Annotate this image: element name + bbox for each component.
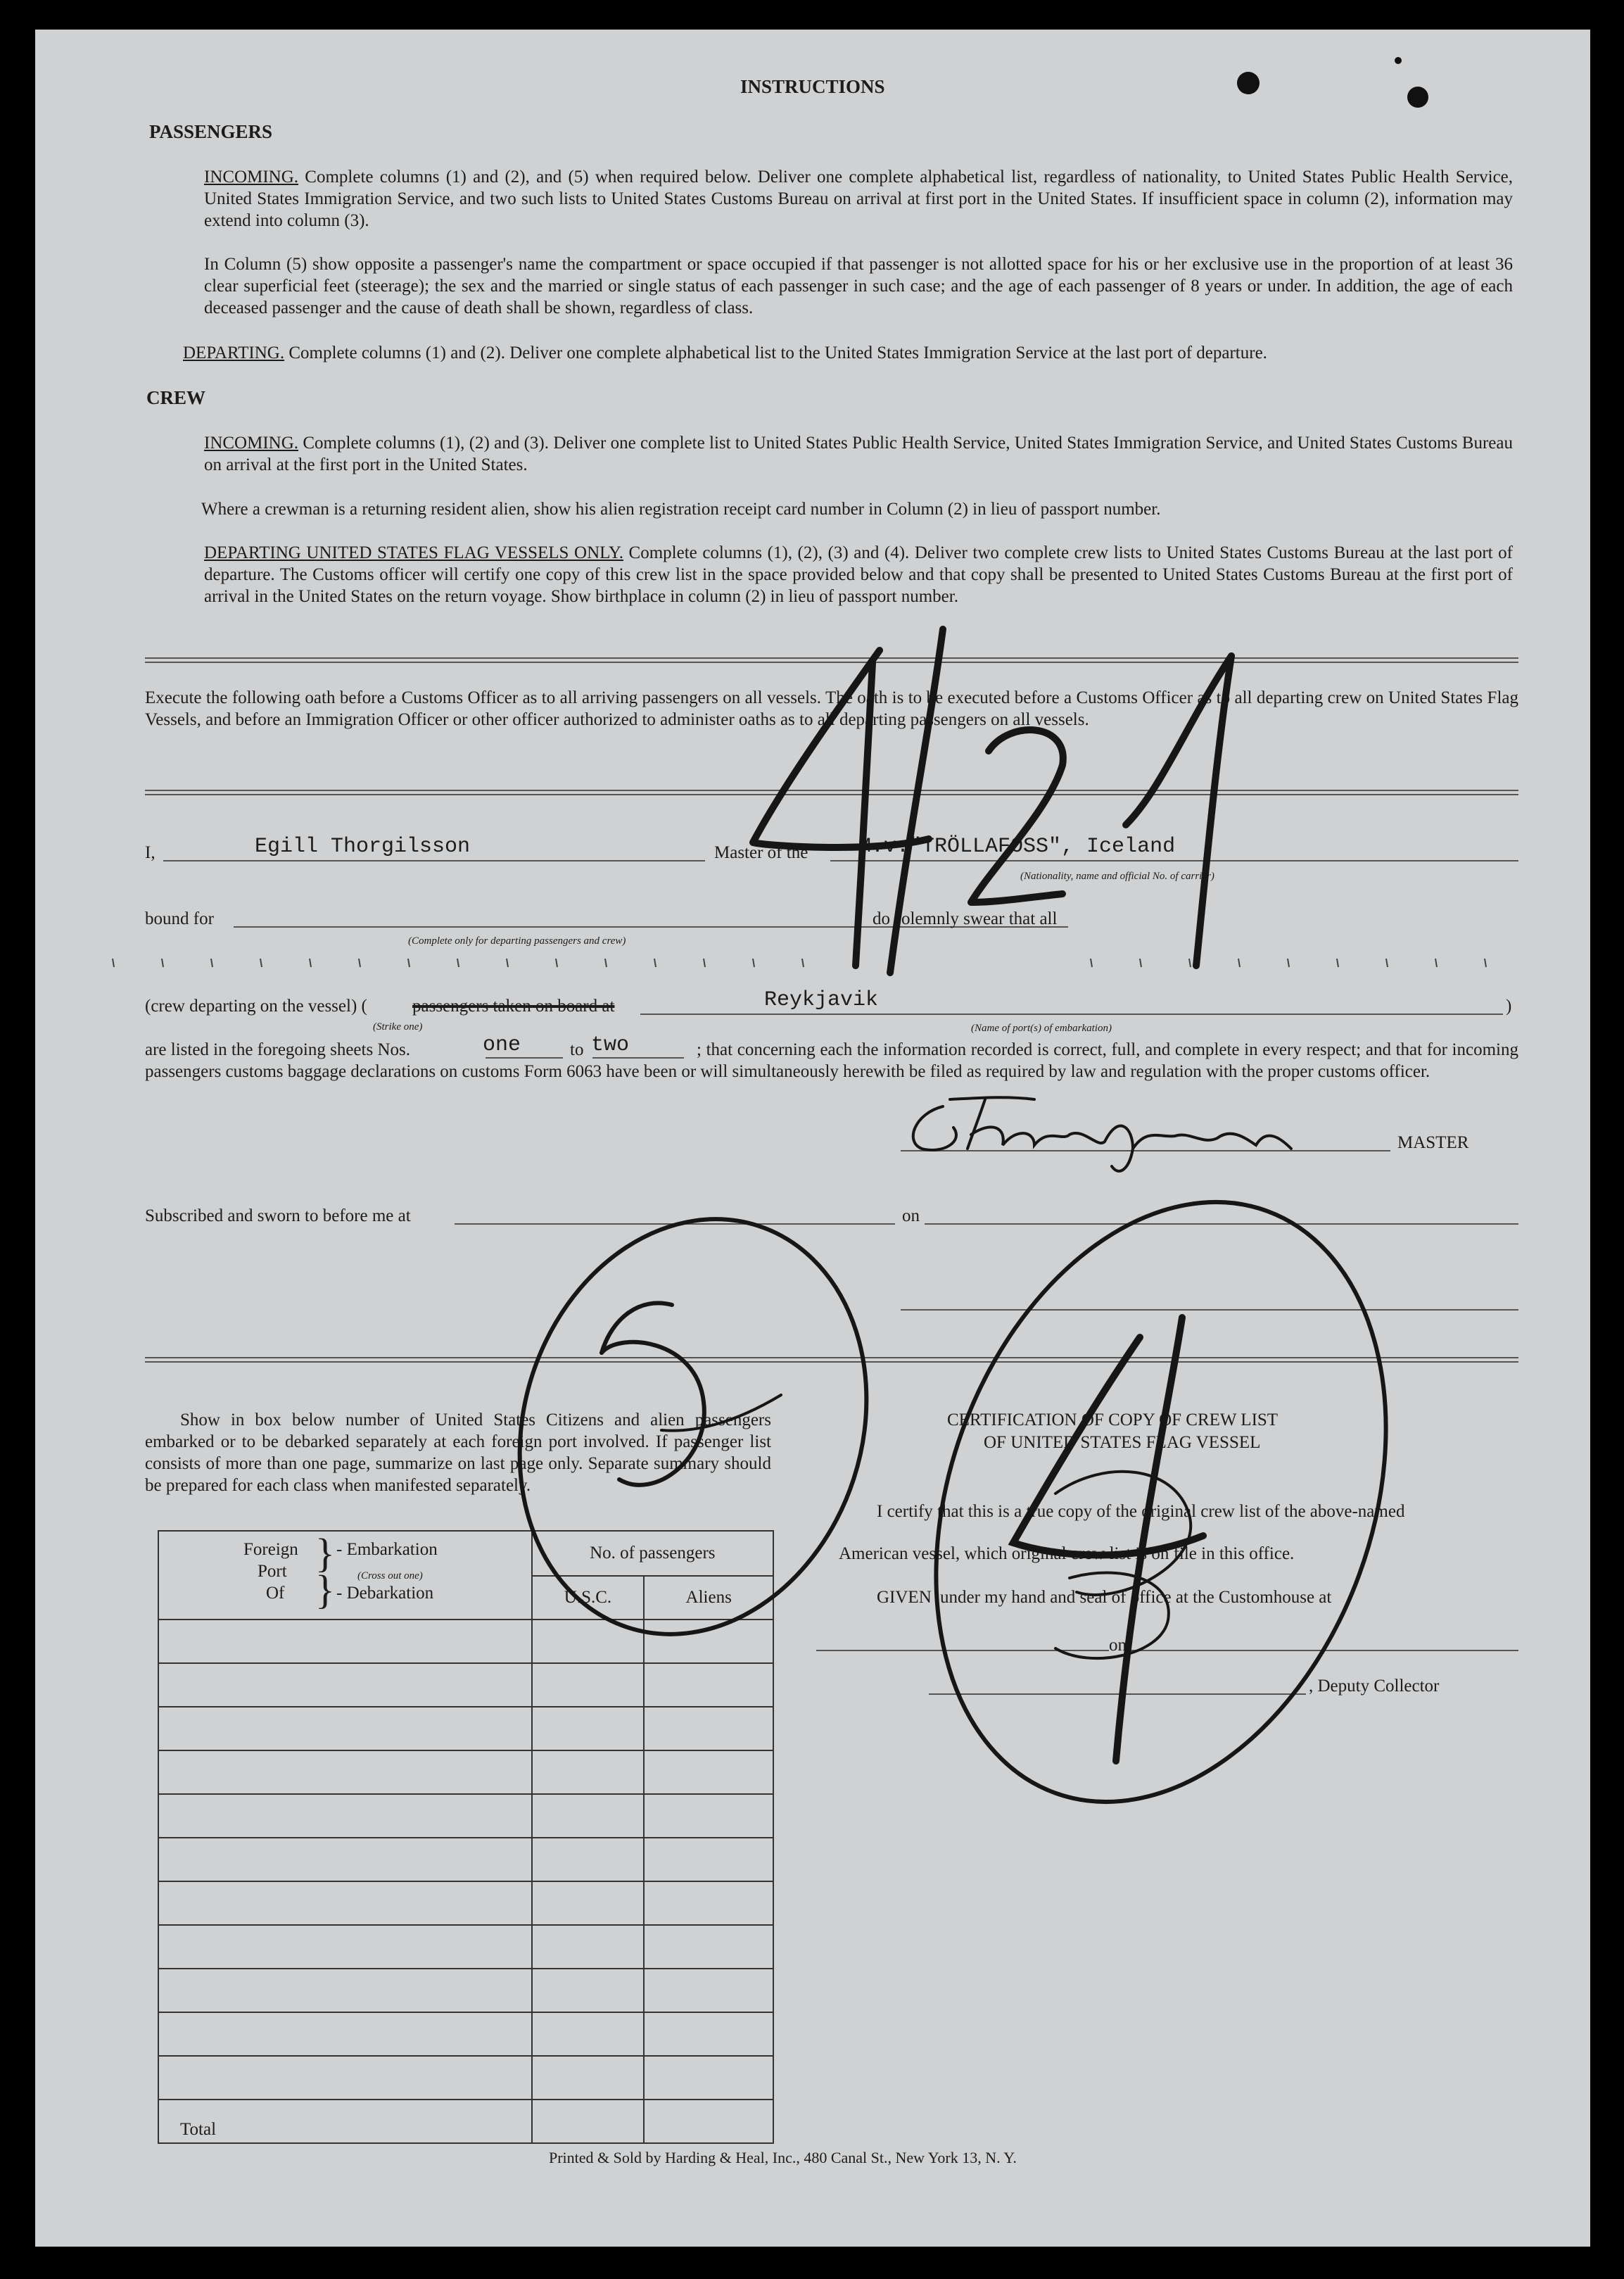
foreign-header-line3: Of bbox=[266, 1584, 285, 1603]
master-name-field[interactable]: Egill Thorgilsson bbox=[255, 835, 471, 859]
circled-five-mark bbox=[467, 1174, 919, 1680]
certification-on-label: on bbox=[1109, 1636, 1127, 1655]
port-caption: (Name of port(s) of embarkation) bbox=[971, 1023, 1112, 1034]
strike-caption: (Strike one) bbox=[373, 1021, 423, 1033]
cross-out-caption: (Cross out one) bbox=[357, 1570, 423, 1582]
certification-title-line2: OF UNITED STATES FLAG VESSEL bbox=[984, 1433, 1261, 1452]
header-brace-bottom: } bbox=[315, 1567, 335, 1612]
subscribed-on-label: on bbox=[902, 1206, 920, 1225]
crew-departing-label: (crew departing on the vessel) ( bbox=[145, 997, 367, 1016]
foreign-header-line1: Foreign bbox=[243, 1540, 298, 1559]
crew-resident-text: Where a crewman is a returning resident alien, show his alien registration receipt card number in Column (2) in lieu of passport number. bbox=[201, 500, 1161, 519]
sheet-from-field[interactable]: one bbox=[483, 1033, 521, 1057]
total-label: Total bbox=[158, 2100, 532, 2143]
embarkation-header: - Embarkation bbox=[336, 1540, 438, 1559]
port-field[interactable]: Reykjavik bbox=[764, 988, 879, 1012]
crew-departing-text: Complete columns (1), (2), (3) and (4). Deliver two complete crew lists to United States Customs Bureau at the last port of departure. The Customs officer will certify one copy of this crew list in the space provided below and that copy shall be presented to United States Customs Bureau at the first port of arrival in the United States on the return voyage. Show birthplace in column (2) in lieu of passport number. bbox=[204, 543, 1513, 606]
struck-option: passengers taken on board at bbox=[412, 997, 615, 1016]
master-signature bbox=[913, 1097, 1291, 1171]
sheet-to-field[interactable]: two bbox=[591, 1033, 630, 1057]
to-label: to bbox=[570, 1040, 584, 1059]
passengers-incoming-text: Complete columns (1) and (2), and (5) when required below. Deliver one complete alphabetical list, regardless of nationality, to United States Public Health Service, United States Immigration Service, and two such lists to United States Customs Bureau on arrival at first port in the United States. If insufficient space in column (2), information may extend into column (3). bbox=[204, 168, 1514, 230]
certification-text-line1: I certify that this is a true copy of the original crew list of the above-named bbox=[877, 1502, 1405, 1521]
debarkation-header: - Debarkation bbox=[336, 1584, 434, 1603]
passengers-departing-label: DEPARTING. bbox=[183, 343, 285, 362]
punch-hole bbox=[1407, 87, 1428, 108]
i-label: I, bbox=[145, 843, 156, 862]
subscribed-label: Subscribed and sworn to before me at bbox=[145, 1206, 411, 1225]
crew-incoming-label: INCOMING. bbox=[204, 434, 299, 453]
crew-departing-label: DEPARTING UNITED STATES FLAG VESSELS ONLY. bbox=[204, 543, 623, 562]
deputy-collector-label: , Deputy Collector bbox=[1309, 1677, 1440, 1696]
aliens-header: Aliens bbox=[644, 1576, 773, 1620]
sheets-label: are listed in the foregoing sheets Nos. bbox=[145, 1040, 410, 1059]
oath-intro: Execute the following oath before a Customs Officer as to all arriving passengers on all vessels. The oath is to be executed before a Customs Officer as to all departing crew on United States Flag Vessels, and before an Immigration Officer or other officer authorized to administer oaths as to all departing passengers on all vessels. bbox=[145, 688, 1518, 729]
passengers-column5-text: In Column (5) show opposite a passenger's name the compartment or space occupied if that passenger is not allotted space for his or her exclusive use in the proportion of at least 36 clear superficial feet (steerage); the sex and the married or single status of each passenger in such case; and the age of each passenger of 8 years or under. In addition, the age of each deceased passenger and the cause of death shall be shown, regardless of class. bbox=[204, 255, 1513, 317]
close-paren: ) bbox=[1506, 997, 1512, 1016]
bound-for-caption: (Complete only for departing passengers and crew) bbox=[408, 935, 626, 947]
passengers-heading: PASSENGERS bbox=[149, 121, 273, 142]
dotted-separator bbox=[113, 959, 1486, 967]
master-of-label: Master of the bbox=[714, 843, 808, 862]
form-page bbox=[35, 30, 1590, 2247]
handwritten-marks bbox=[35, 30, 1590, 2247]
circled-four-mark bbox=[857, 1139, 1466, 1865]
master-label: MASTER bbox=[1397, 1133, 1469, 1152]
usc-header: U.S.C. bbox=[532, 1576, 645, 1620]
foreign-header-line2: Port bbox=[258, 1562, 287, 1581]
passengers-departing-text: Complete columns (1) and (2). Deliver one complete alphabetical list to the United States Immigration Service at the last port of departure. bbox=[288, 343, 1267, 362]
punch-hole bbox=[1395, 57, 1402, 64]
printer-footer: Printed & Sold by Harding & Heal, Inc., 480 Canal St., New York 13, N. Y. bbox=[549, 2149, 1017, 2166]
box-instructions: Show in box below number of United States Citizens and alien passengers embarked or to be debarked separately at each foreign port involved. If passenger list consists of more than one page, summarize on last page only. Separate summary should be prepared for each class when manifested separately. bbox=[145, 1410, 771, 1495]
bound-for-label: bound for bbox=[145, 909, 214, 928]
passengers-count-header: No. of passengers bbox=[532, 1531, 773, 1576]
certification-text-line2: American vessel, which original crew list is on file in this office. bbox=[839, 1544, 1295, 1563]
page-title: INSTRUCTIONS bbox=[740, 76, 885, 97]
vessel-caption: (Nationality, name and official No. of carrier) bbox=[1020, 871, 1214, 882]
sheets-text: ; that concerning each the information recorded is correct, full, and complete in every respect; and that for incoming passengers customs baggage declarations on customs Form 6063 have been or will simultaneously herewith be filed as required by law and regulation with the proper customs officer. bbox=[145, 1040, 1518, 1081]
certification-title-line1: CERTIFICATION OF COPY OF CREW LIST bbox=[947, 1410, 1279, 1429]
crew-incoming-text: Complete columns (1), (2) and (3). Deliver one complete list to United States Public Health Service, United States Immigration Service, and United States Customs Bureau on arrival at the first port in the United States. bbox=[204, 434, 1513, 474]
header-brace-top: } bbox=[315, 1530, 335, 1576]
passengers-incoming-label: INCOMING. bbox=[204, 168, 299, 187]
given-text: under my hand and seal of office at the Customhouse at bbox=[940, 1588, 1332, 1607]
crew-heading: CREW bbox=[146, 387, 206, 408]
given-label: GIVEN bbox=[877, 1588, 932, 1607]
punch-hole bbox=[1237, 72, 1260, 94]
page-number-handwriting bbox=[753, 629, 1231, 973]
swear-label: do solemnly swear that all bbox=[873, 909, 1058, 928]
vessel-field[interactable]: M.v."TRÖLLAFOSS", Iceland bbox=[858, 835, 1176, 859]
